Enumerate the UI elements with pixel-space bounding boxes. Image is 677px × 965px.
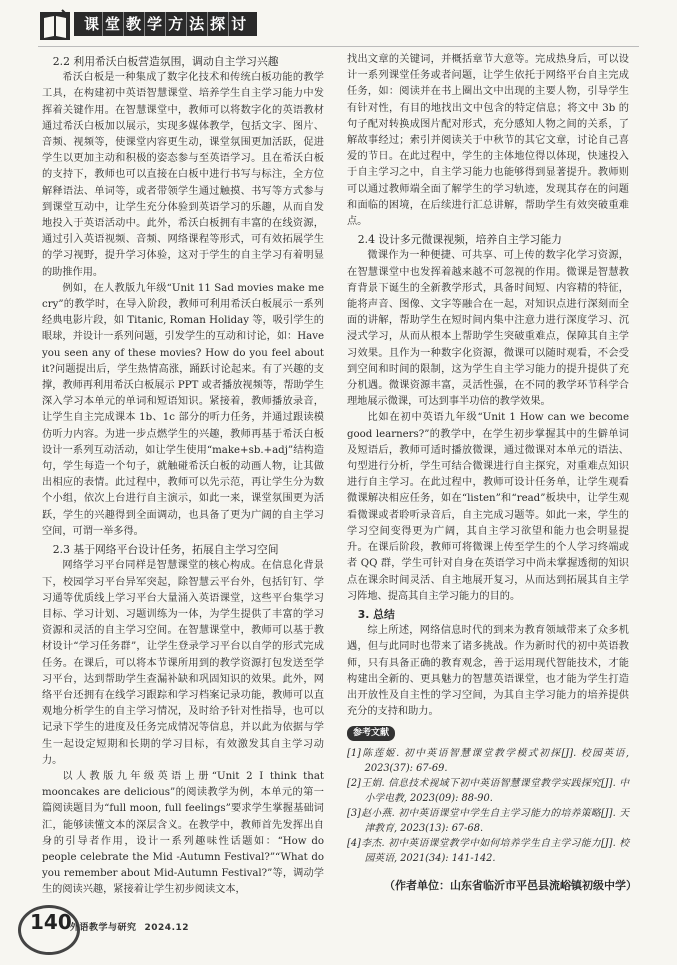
right-column [347,52,629,866]
journal-name: 外语教学与研究 [70,923,137,933]
body-paragraph: 综上所述，网络信息时代的到来为教育领域带来了众多机遇，但与此同时也带来了诸多挑战。作为新时代的初中英语教师，只有具备正确的教育观念，善于运用现代智能技术，才能构建出全新的、更具魅力的智慧英语课堂，也才能为学生打造出开放性及自主性的学习空间，为其自主学习能力的培养提供充分的支持和助力。 [347,625,629,718]
body-paragraph: 微课作为一种便捷、可共享、可上传的数字化学习资源，在智慧课堂中也发挥着越来越不可忽视的作用。微课是智慧教育背景下诞生的全新教学形式，具备时间短、内容精的特征，能将声音、图像、文字等融合在一起，对知识点进行深刻而全面的讲解，帮助学生在短时间内集中注意力进行深度学习、沉浸式学习，从而从根本上帮助学生突破重难点，保障其自主学习效果。且作为一种数字化资源，微课可以随时观看，不会受到空间和时间的限制，这为学生自主学习能力的提升提供了充分机遇。微课资源丰富，灵活性强，在不同的教学环节科学合理地展示微课，可达到事半功倍的教学效果。 [347,250,629,408]
reference-item: [1]陈莲姬. 初中英语智慧课堂教学模式初探[J]. 校园英语, 2023(37): 67-69. [347,747,629,774]
book-logo-icon [38,8,72,42]
reference-item: [4]李杰. 初中英语课堂教学中如何培养学生自主学习能力[J]. 校园英语, 2021(34): 141-142. [347,837,629,864]
journal-issue: 2024.12 [144,923,190,933]
author-affiliation: （作者单位：山东省临沂市平邑县流峪镇初级中学） [384,879,637,892]
body-paragraph: 比如在初中英语九年级“Unit 1 How can we become good learners?”的教学中，在学生初步掌握其中的生僻单词及短语后，教师可适时播放微课，通过微课对本单元的语法、句型进行分析，学生可结合微课进行自主探究，对重难点知识进行自主学习。在此过程中，教师可设计任务单，让学生观看微课解决相应任务，如在“listen”和“read”板块中，让学生观看微课或者聆听录音后，自主完成习题等。如此一来，学生的学习空间变得更为广阔，其自主学习欲望和能力也会明显提升。在课后阶段，教师可将微课上传至学生的个人学习终端或者 QQ 群，学生可针对自身在英语学习中尚未掌握透彻的知识点在课余时间灵活、自主地展开复习，从而达到拓展其自主学习阵地、提高其自主学习能力的目的。 [347,412,629,602]
title-char: 方 [166,12,187,36]
section-heading: 3. 总结 [357,607,395,621]
title-char: 法 [187,12,208,36]
header-divider [38,46,639,47]
body-paragraph: 找出文章的关键词，并概括章节大意等。完成热身后，可以设计一系列课堂任务或者问题，让学生依托于网络平台自主完成任务，如：阅读并在书上圈出文中出现的主要人物，引导学生有针对性，有目的地找出文中包含的特定信息；将文中 3b 的句子配对转换成图片配对形式，充分感知人物之间的关系，了解故事经过；索引并阅读关于中秋节的其它文章，讨论自己喜爱的节日。在此过程中，学生的主体地位得以体现，快速投入于自主学习之中，自主学习能力也能够得到显著提升。教师则可以通过教师端全面了解学生的学习轨迹，发现其存在的问题和面临的困境，在后续进行汇总讲解，帮助学生有效突破重难点。 [347,54,629,228]
title-char: 讨 [231,15,248,33]
section-heading: 2.4 设计多元微课视频，培养自主学习能力 [357,233,562,247]
left-column [42,52,324,899]
page-header [38,8,298,42]
title-char: 课 [82,12,103,36]
section-heading: 2.3 基于网络平台设计任务，拓展自主学习空间 [52,543,279,557]
title-char: 探 [208,12,229,36]
page-footer [0,905,677,965]
references-badge: 参考文献 [347,726,395,741]
reference-item: [3]赵小燕. 初中英语课堂中学生自主学习能力的培养策略[J]. 天津教育, 2023(13): 67-68. [347,807,629,834]
title-char: 堂 [103,12,124,36]
body-paragraph: 以人教版九年级英语上册“Unit 2 I think that mooncakes are delicious”的阅读教学为例，本单元的第一篇阅读题目为“full moon, full feelings”要求学生掌握基础词汇，能够读懂文本的深层含义。在教学中，教师首先发挥出自身的引导者作用，设计一系列趣味性话题如：“How do people celebrate the Mid -Autumn Festival?”“What do you remember about Mid-Autumn Festival?”等，调动学生的阅读兴趣，紧接着让学生初步阅读文本， [42,770,324,896]
journal-info [70,920,197,933]
title-char: 教 [124,12,145,36]
body-paragraph: 网络学习平台同样是智慧课堂的核心构成。在信息化背景下，校园学习平台异军突起，除智慧云平台外，包括钉钉、学习通等优质线上学习平台大量涌入英语课堂，这些平台集学习目标、学习计划、习题训练为一体，为学生提供了丰富的学习资源和灵活的自主学习空间。在智慧课堂中，教师可以基于教材设计“学习任务群”，让学生登录学习平台以自学的形式完成任务。在课后，可以将本节课所用到的教学资源打包发送至学习平台，达到帮助学生查漏补缺和巩固知识的效果。此外，网络平台还拥有在线学习跟踪和学习档案记录功能，教师可以直观地分析学生的自主学习情况，及时给予针对性指导，也可以记录下学生的进度及任务完成情况等信息，并以此为依据与学生一起设定短期和长期的学习目标，有效激发其自主学习动力。 [42,560,324,766]
body-paragraph: 例如，在人教版九年级“Unit 11 Sad movies make me cry”的教学时，在导入阶段，教师可利用希沃白板展示一系列经典电影片段，如 Titanic, Roman Holiday 等，吸引学生的眼球，并设计一系列问题，引发学生的互动和讨论，如：Have you seen any of these movies? How do you feel about it?问题提出后，学生热情高涨，踊跃讨论起来。有了兴趣的支撑，教师再利用希沃白板展示 PPT 或者播放视频等，帮助学生深入学习本单元的单词和短语知识。紧接着，教师播放录音，让学生自主完成课本 1b、1c 部分的听力任务，并通过跟读模仿听力内容。为进一步点燃学生的兴趣，教师再基于希沃白板设计一系列互动活动，如让学生使用“make+sb.+adj”结构造句，学生每造一个句子，就触碰希沃白板的动画人物，让其做出相应的表情。此过程中，教师可以先示范，再让学生分为数个小组，依次上台进行自主演示，如此一来，课堂氛围更为活跃，学生的兴趣得到全面调动，也具备了更为广阔的自主学习空间，可谓一举多得。 [42,282,324,537]
page-number: 140 [30,910,72,934]
title-char: 学 [145,12,166,36]
body-paragraph: 希沃白板是一种集成了数字化技术和传统白板功能的教学工具，在构建初中英语智慧课堂、培养学生自主学习能力中发挥着关键作用。在智慧课堂中，教师可以将数字化的英语教材通过希沃白板加以展示，实现多媒体教学，包括文字、图片、音频、视频等，使课堂内容更生动，课堂氛围更加活跃，促进学生以更加主动和积极的姿态参与至英语学习。且在希沃白板的支持下，教师也可以直接在白板中进行书写与标注，全方位解释语法、单词等，或者带领学生通过触摸、书写等方式参与到课堂互动中，让学生充分体验到英语学习的乐趣，从而自发地投入于英语活动中。此外，希沃白板拥有丰富的在线资源，通过引入英语视频、音频、网络课程等形式，可有效拓展学生的学习视野，提升学习体验，这对于学生的自主学习有着明显的助推作用。 [42,72,324,278]
reference-list [347,746,629,866]
reference-item: [2]王娟. 信息技术视域下初中英语智慧课堂教学实践探究[J]. 中小学电教, 2023(09): 88-90. [347,777,629,804]
section-title [74,12,257,36]
section-heading: 2.2 利用希沃白板营造氛围，调动自主学习兴趣 [52,55,279,68]
right-column-body [347,52,629,720]
